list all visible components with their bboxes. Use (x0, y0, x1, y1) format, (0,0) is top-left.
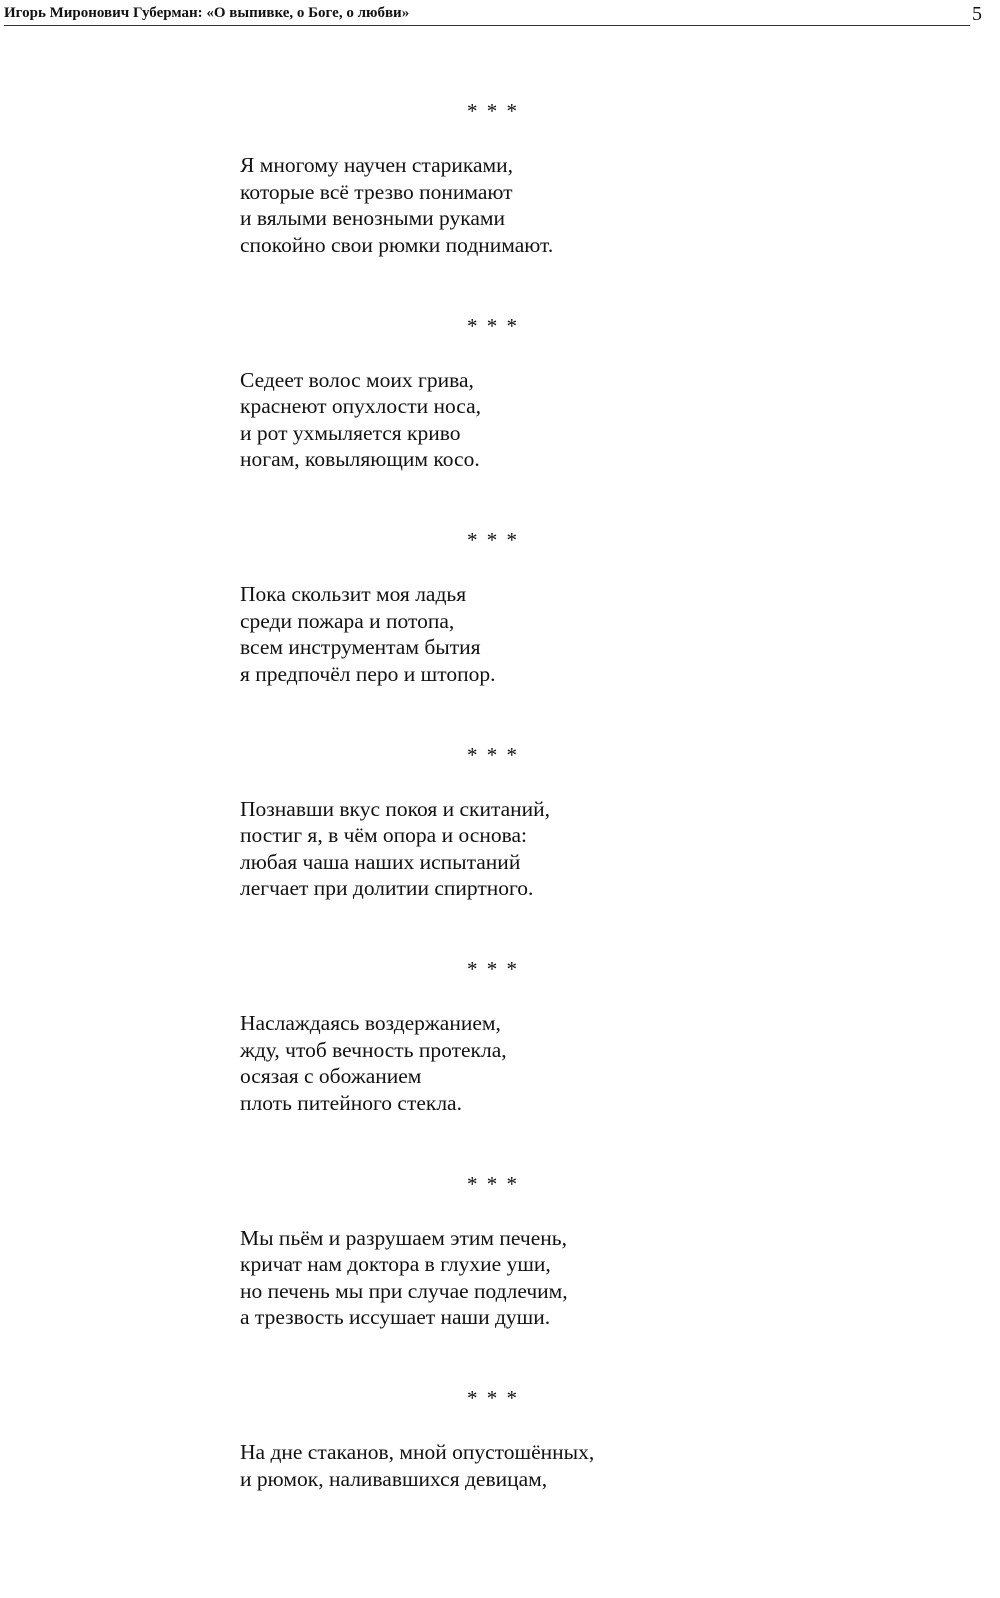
stanza (240, 1439, 594, 1492)
poem-6 (0, 1169, 1000, 1384)
poem-line: Мы пьём и разрушаем этим печень, (240, 1225, 567, 1250)
poem-line: которые всё трезво понимают (240, 179, 513, 204)
stanza-separator: * * * (467, 528, 519, 552)
poem-line: Седеет волос моих грива, (240, 367, 474, 392)
poem-line: легчает при долитии спиртного. (240, 876, 534, 900)
poem-line: всем инструментам бытия (240, 635, 481, 659)
poem-line: На дне стаканов, мной опустошённых, (240, 1440, 595, 1464)
stanza-separator: * * * (467, 1386, 519, 1410)
poem-2 (0, 311, 1000, 526)
poem-line: Пока скользит моя ладья (240, 582, 467, 606)
page-header (4, 3, 970, 26)
poem-5 (0, 954, 1000, 1169)
poem-line: постиг я, в чём опора и основа: (240, 823, 527, 847)
poem-line: Познавши вкус покоя и скитаний, (240, 796, 551, 821)
poem-1 (0, 96, 1000, 311)
page-number: 5 (972, 3, 982, 25)
poem-list (0, 96, 1000, 1598)
poem-line: ногам, ковыляющим косо. (240, 447, 480, 471)
poem-7 (0, 1383, 1000, 1598)
poem-line: спокойно свои рюмки поднимают. (240, 232, 554, 257)
poem-line: я предпочёл перо и штопор. (240, 661, 496, 686)
stanza-separator: * * * (467, 1171, 519, 1196)
header-title: Игорь Миронович Губерман: «О выпивке, о Боге, о любви» (4, 5, 410, 21)
stanza (240, 1225, 568, 1331)
stanza (240, 1010, 507, 1116)
stanza (240, 796, 550, 902)
poem-line: жду, чтоб вечность протекла, (240, 1037, 507, 1062)
poem-line: осязая с обожанием (240, 1064, 422, 1088)
poem-line: краснеют опухлости носа, (240, 394, 481, 418)
stanza-separator: * * * (467, 742, 519, 767)
stanza (240, 367, 481, 473)
poem-4 (0, 740, 1000, 955)
poem-line: кричат нам доктора в глухие уши, (240, 1252, 551, 1276)
poem-3 (0, 525, 1000, 740)
stanza-separator: * * * (467, 957, 519, 981)
poem-line: а трезвость иссушает наши души. (240, 1305, 551, 1329)
stanza (240, 152, 553, 258)
stanza-separator: * * * (467, 99, 519, 123)
poem-line: и вялыми венозными руками (240, 206, 506, 230)
poem-line: Я многому научен стариками, (240, 153, 514, 177)
poem-line: любая чаша наших испытаний (240, 849, 521, 874)
stanza-separator: * * * (467, 313, 519, 338)
stanza (240, 581, 495, 687)
poem-line: и рот ухмыляется криво (240, 420, 461, 445)
poem-line: среди пожара и потопа, (240, 608, 455, 633)
poem-line: но печень мы при случае подлечим, (240, 1278, 568, 1303)
poem-line: и рюмок, наливавшихся девицам, (240, 1466, 548, 1491)
poem-line: Наслаждаясь воздержанием, (240, 1011, 501, 1035)
poem-line: плоть питейного стекла. (240, 1090, 462, 1115)
